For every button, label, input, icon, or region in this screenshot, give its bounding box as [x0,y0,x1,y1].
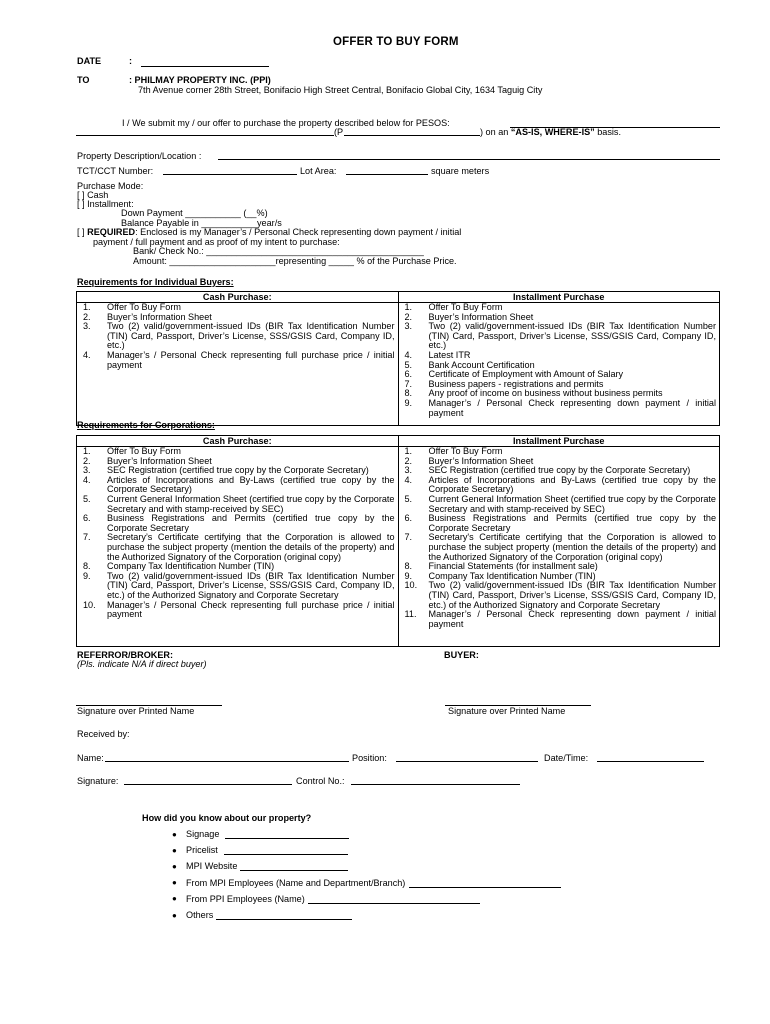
sqm-label: square meters [431,166,490,176]
date-label: DATE [77,56,102,66]
item-number: 4. [404,474,413,485]
referror-signature-field[interactable] [76,697,222,706]
item-number: 2. [404,455,413,466]
required-line-2: payment / full payment and as proof of my intent to purchase: [93,237,340,247]
lot-area-field[interactable] [346,165,428,175]
survey-option-mpi-website[interactable]: ● MPI Website [172,858,561,874]
list-item [77,322,395,351]
property-description-label: Property Description/Location : [77,151,202,161]
tct-field[interactable] [163,165,297,175]
position-label: Position: [352,753,387,763]
individual-cash-header: Cash Purchase: [77,292,399,303]
received-by-label: Received by: [77,729,130,739]
item-number: 1. [404,446,413,456]
item-number: 2. [83,455,91,466]
lot-area-label: Lot Area: [300,166,337,176]
form-title: OFFER TO BUY FORM [333,36,459,48]
list-item [77,601,395,620]
purchase-mode-label: Purchase Mode: [77,181,144,191]
item-number: 7. [404,532,413,543]
item-text: Two (2) valid/government-issued IDs (BIR Tax Identification Number (TIN) Card, Passport, Driver’s License, SSS/GSIS Card, Company ID, etc.) [107,321,395,351]
item-text: Manager’s / Personal Check representing down payment / initial payment [428,609,716,629]
item-text: SEC Registration (certified true copy by the Corporate Secretary) [428,465,691,476]
item-text: Business papers - registrations and permits [428,378,604,389]
item-number: 5. [404,493,413,504]
item-text: Offer To Buy Form [428,446,503,456]
item-text: Two (2) valid/government-issued IDs (BIR Tax Identification Number (TIN) Card, Passport, Driver’s License, SSS/GSIS Card, Company ID, etc.) [428,321,716,351]
item-number: 5. [83,493,91,504]
item-text: Bank Account Certification [428,359,535,370]
list-item [399,476,717,495]
survey-question: How did you know about our property? [142,813,312,823]
list-item [77,572,395,601]
item-number: 3. [404,321,413,332]
survey-option-pricelist[interactable]: ● Pricelist [172,842,561,858]
name-field[interactable] [105,752,349,762]
item-text: Articles of Incorporations and By-Laws (certified true copy by the Corporate Secretary) [428,474,716,495]
list-item [399,581,717,610]
list-item [399,514,717,533]
control-no-label: Control No.: [296,776,345,786]
item-text: Current General Information Sheet (certified true copy by the Corporate Secretary and with stamp-received by SEC) [428,493,716,514]
item-text: Articles of Incorporations and By-Laws (certified true copy by the Corporate Secretary) [107,474,395,495]
bullet-icon: ● [172,878,177,888]
corporations-heading: Requirements for Corporations: [77,420,215,430]
survey-option-signage[interactable]: ● Signage [172,826,561,842]
item-number: 6. [83,513,91,524]
corporations-cash-list [77,447,398,620]
bullet-icon: ● [172,829,177,839]
item-text: Buyer’s Information Sheet [107,311,212,322]
item-number: 9. [404,397,413,408]
item-number: 9. [404,570,413,581]
individual-requirements-table [76,291,720,426]
item-text: Two (2) valid/government-issued IDs (BIR Tax Identification Number (TIN) Card, Passport, Driver’s License, SSS/GSIS Card, Company ID, etc.) of the Authorized Signatory and Corporate Secretary [107,570,395,600]
item-text: Current General Information Sheet (certified true copy by the Corporate Secretary and with stamp-received by SEC) [107,493,395,514]
pesos-amount-field[interactable] [344,127,480,136]
item-text: Offer To Buy Form [428,302,503,312]
to-company: : PHILMAY PROPERTY INC. (PPI) [129,75,271,85]
item-text: Buyer’s Information Sheet [428,455,534,466]
individual-installment-header: Installment Purchase [398,292,720,303]
date-field[interactable] [141,56,269,67]
list-item [77,476,395,495]
item-number: 6. [404,369,413,380]
item-text: Buyer’s Information Sheet [428,311,534,322]
signature-field[interactable] [124,775,292,785]
corporations-requirements-table [76,435,720,647]
list-item [399,322,717,351]
item-number: 3. [83,465,91,476]
item-text: Business Registrations and Permits (certified true copy by the Corporate Secretary [428,513,716,533]
item-number: 8. [404,561,413,572]
individual-heading: Requirements for Individual Buyers: [77,277,234,287]
item-text: Manager’s / Personal Check representing down payment / initial payment [428,397,716,418]
item-number: 1. [83,302,91,312]
item-text: SEC Registration (certified true copy by the Corporate Secretary) [107,465,369,476]
item-number: 7. [83,532,91,543]
item-number: 10. [404,580,418,591]
signature-label: Signature: [77,776,119,786]
corporations-cash-header: Cash Purchase: [77,436,399,447]
item-text: Secretary's Certificate certifying that the Corporation is allowed to purchase the subject property (mention the details of the property) and the Authorized Signatory of the Corporation (original copy) [428,532,716,562]
list-item [77,495,395,514]
bullet-icon: ● [172,861,177,871]
datetime-field[interactable] [597,752,704,762]
list-item [399,610,717,629]
item-text: Buyer’s Information Sheet [107,455,212,466]
item-number: 1. [83,446,91,456]
bank-check-line[interactable]: Bank/ Check No.: ___________________________________________ [133,246,424,256]
name-label: Name: [77,753,104,763]
item-number: 2. [404,311,413,322]
list-item [399,399,717,418]
survey-option-others[interactable]: ● Others [172,907,561,923]
offer-basis: ) on an “AS-IS, WHERE-IS” basis. [480,127,622,137]
datetime-label: Date/Time: [544,753,589,763]
item-text: Company Tax Identification Number (TIN) [428,570,596,581]
to-address: 7th Avenue corner 28th Street, Bonifacio High Street Central, Bonifacio Global City, 1634 Taguig City [138,85,543,95]
item-number: 3. [404,465,413,476]
pesos-words-field-2[interactable] [76,127,334,136]
item-number: 9. [83,570,91,581]
referror-label: REFERROR/BROKER: [77,650,173,660]
required-line: [ ] REQUIRED: Enclosed is my Manager’s / Personal Check representing down payment / initial [77,227,462,237]
amount-line[interactable]: Amount: _____________________representing _____ % of the Purchase Price. [133,256,457,266]
item-number: 1. [404,302,413,312]
control-no-field[interactable] [351,775,520,785]
bullet-icon: ● [172,845,177,855]
item-number: 11. [404,609,417,620]
item-text: Business Registrations and Permits (certified true copy by the Corporate Secretary [107,513,395,533]
item-number: 4. [83,349,91,360]
item-text: Manager’s / Personal Check representing full purchase price / initial payment [107,599,395,620]
list-item [77,533,395,562]
position-field[interactable] [396,752,538,762]
required-checkbox[interactable]: [ ] [77,227,85,237]
item-text: Secretary’s Certificate certifying that the Corporation is allowed to purchase the subject property (mention the details of the property) and the Authorized Signatory of the Corporation (original copy) [107,532,395,562]
buyer-label: BUYER: [444,650,479,660]
balance-payable-line[interactable]: Balance Payable in ___________year/s [121,218,282,228]
item-number: 3. [83,321,91,332]
item-text: Company Tax Identification Number (TIN) [107,561,275,572]
offer-intro: I / We submit my / our offer to purchase the property described below for PESOS: [122,118,450,128]
list-item [399,533,717,562]
item-number: 4. [404,349,413,360]
bullet-icon: ● [172,894,177,904]
item-text: Certificate of Employment with Amount of Salary [428,369,624,380]
referror-sig-caption: Signature over Printed Name [77,706,195,716]
individual-installment-list [399,303,720,418]
item-number: 2. [83,311,91,322]
item-text: Two (2) valid/government-issued IDs (BIR Tax Identification Number (TIN) Card, Passport, Driver’s License, SSS/GSIS Card, Company ID, etc.) of the Authorized Signatory and Corporate Secretary [428,580,716,610]
item-number: 7. [404,378,413,389]
item-number: 8. [404,388,413,399]
referror-note: (Pls. indicate N/A if direct buyer) [77,659,207,669]
individual-cash-list [77,303,398,370]
item-text: Financial Statements (for installment sale) [428,561,598,572]
date-colon: : [129,56,133,66]
item-text: Offer To Buy Form [107,302,181,312]
p-open: (P [334,127,344,137]
corporations-installment-list [399,447,720,629]
to-label: TO [77,75,90,85]
item-number: 8. [83,561,91,572]
survey-option-ppi-employees[interactable]: ● From PPI Employees (Name) [172,891,561,907]
list-item [77,514,395,533]
item-text: Manager’s / Personal Check representing full purchase price / initial payment [107,349,395,370]
buyer-sig-caption: Signature over Printed Name [448,706,566,716]
list-item [77,351,395,370]
item-text: Any proof of income on business without business permits [428,388,663,399]
cash-checkbox[interactable]: [ ] Cash [77,190,109,200]
buyer-signature-field[interactable] [445,697,591,706]
item-number: 5. [404,359,413,370]
tct-label: TCT/CCT Number: [77,166,154,176]
item-text: Latest ITR [428,349,471,360]
item-number: 6. [404,513,413,524]
list-item [399,495,717,514]
bullet-icon: ● [172,910,177,920]
installment-checkbox[interactable]: [ ] Installment: [77,199,134,209]
item-text: Offer To Buy Form [107,446,181,456]
down-payment-line[interactable]: Down Payment ___________ (__%) [121,208,268,218]
item-number: 10. [83,599,96,610]
survey-options-list [172,826,561,923]
corporations-installment-header: Installment Purchase [398,436,720,447]
property-description-field[interactable] [218,150,720,160]
item-number: 4. [83,474,91,485]
survey-option-mpi-employees[interactable]: ● From MPI Employees (Name and Department/Branch) [172,875,561,891]
